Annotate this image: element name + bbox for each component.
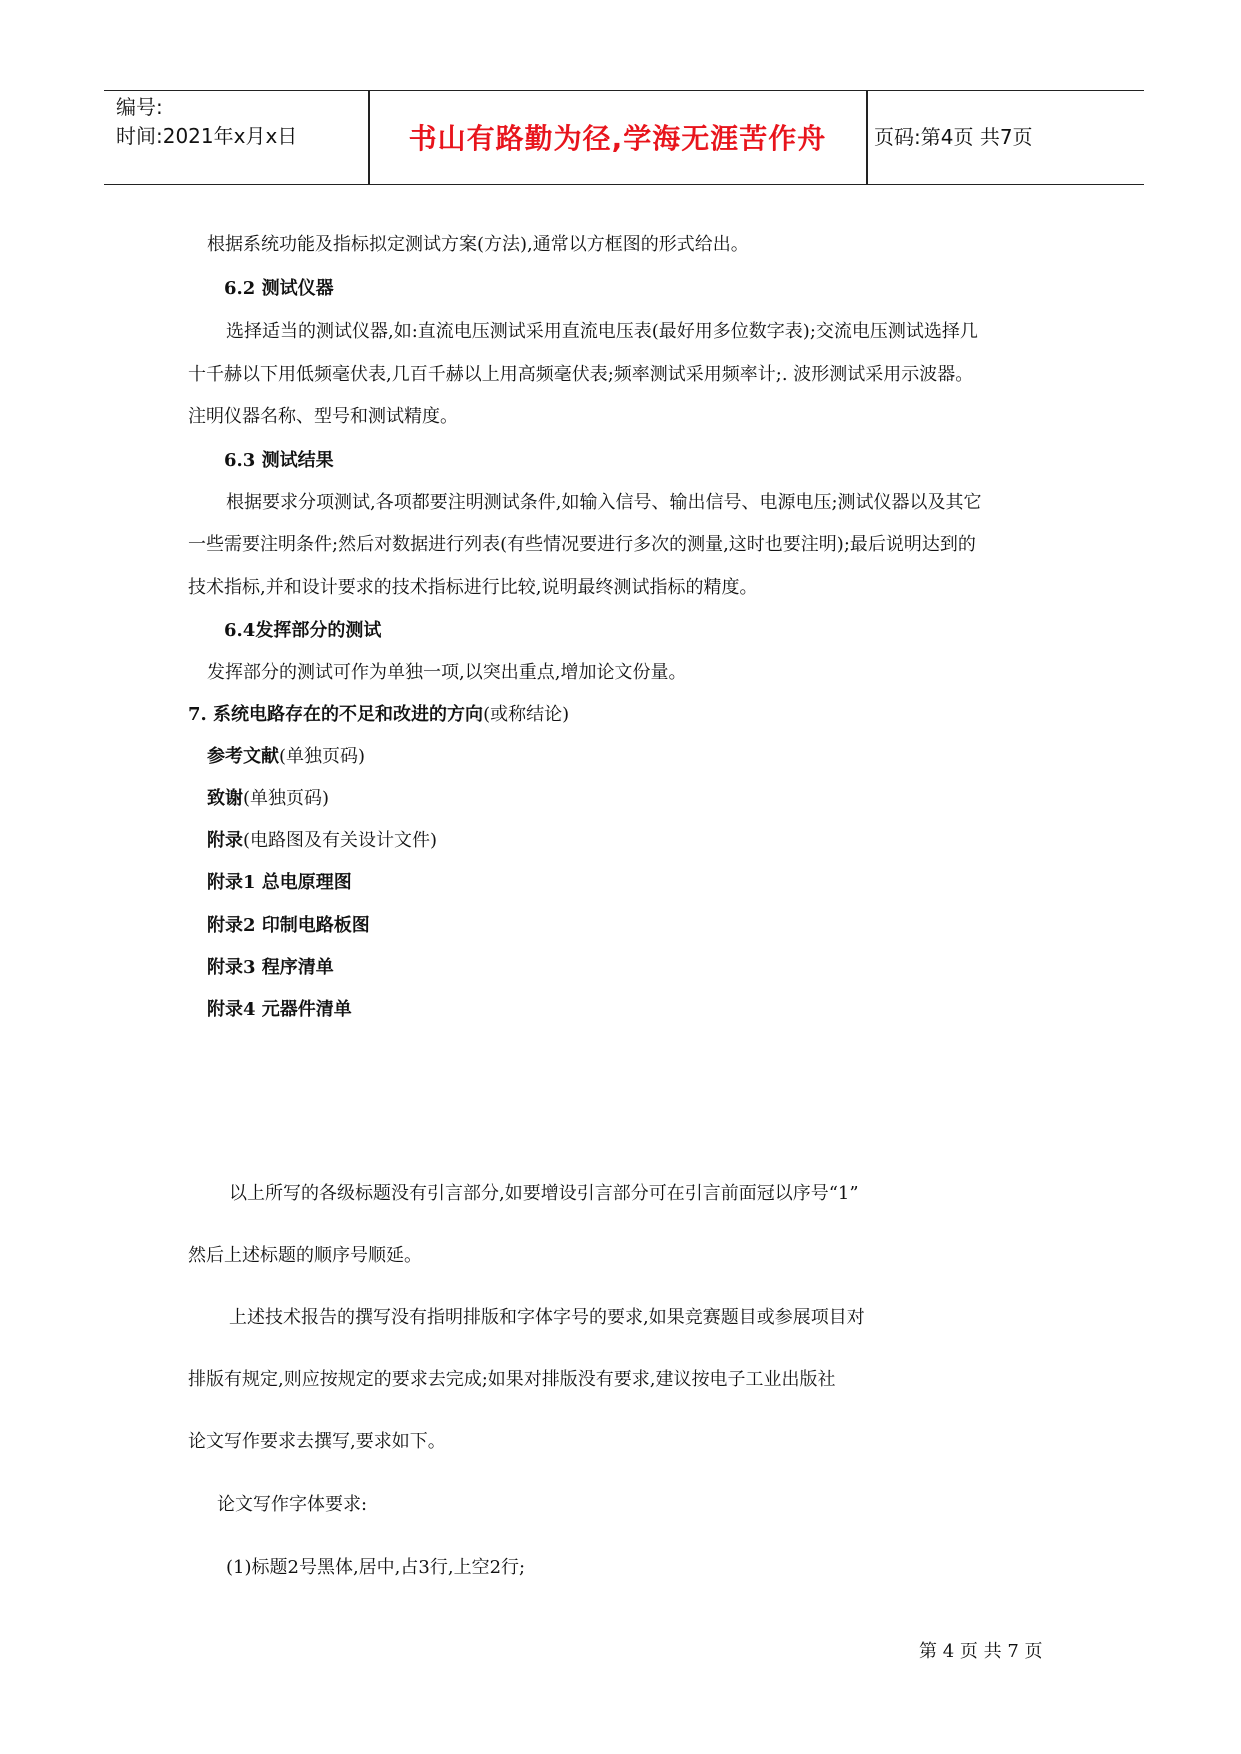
section-heading-6-4: 6.4发挥部分的测试: [224, 620, 382, 641]
header-motto: 书山有路勤为径,学海无涯苦作舟: [408, 122, 827, 155]
paragraph-line: 论文写作要求去撰写,要求如下。: [188, 1431, 446, 1452]
paragraph-line: 以上所写的各级标题没有引言部分,如要增设引言部分可在引言前面冠以序号“1”: [229, 1183, 859, 1204]
section-heading-6-3: 6.3 测试结果: [224, 450, 334, 471]
paragraph-line: 注明仪器名称、型号和测试精度。: [188, 406, 458, 427]
paragraph-line: 十千赫以下用低频毫伏表,几百千赫以上用高频毫伏表;频率测试采用频率计;. 波形测试采用示波器。: [188, 364, 974, 385]
section-heading-7: [188, 700, 569, 726]
page-header: [104, 90, 1144, 185]
appendix-heading: [207, 826, 437, 852]
appendix-item: 附录4 元器件清单: [207, 999, 352, 1020]
header-divider: [866, 91, 868, 184]
page-footer-number: 第 4 页 共 7 页: [919, 1641, 1043, 1662]
section-heading-6-2: 6.2 测试仪器: [224, 278, 334, 299]
doc-time-label: 时间:2021年x月x日: [116, 124, 298, 148]
appendix-item: 附录3 程序清单: [207, 957, 334, 978]
header-page-label: 页码:第4页 共7页: [874, 125, 1033, 149]
appendix-item: 附录1 总电原理图: [207, 872, 352, 893]
acknowledgements-heading: [207, 784, 329, 810]
heading-note-text: (或称结论): [483, 704, 570, 725]
header-meta: [116, 93, 297, 151]
references-heading: [207, 742, 365, 768]
paragraph-line: 论文写作字体要求:: [217, 1494, 368, 1515]
paragraph-line: (1)标题2号黑体,居中,占3行,上空2行;: [226, 1557, 526, 1578]
heading-bold-text: 致谢: [207, 788, 243, 809]
heading-bold-text: 7. 系统电路存在的不足和改进的方向: [188, 704, 484, 725]
paragraph-line: 然后上述标题的顺序号顺延。: [188, 1245, 422, 1266]
paragraph-line: 发挥部分的测试可作为单独一项,以突出重点,增加论文份量。: [207, 662, 687, 683]
paragraph-line: 选择适当的测试仪器,如:直流电压测试采用直流电压表(最好用多位数字表);交流电压测试选择几: [226, 321, 978, 342]
paragraph-line: 根据系统功能及指标拟定测试方案(方法),通常以方框图的形式给出。: [207, 234, 749, 255]
paragraph-line: 根据要求分项测试,各项都要注明测试条件,如输入信号、输出信号、电源电压;测试仪器以及其它: [226, 492, 982, 513]
paragraph-line: 一些需要注明条件;然后对数据进行列表(有些情况要进行多次的测量,这时也要注明);最后说明达到的: [188, 534, 976, 555]
appendix-item: 附录2 印制电路板图: [207, 915, 370, 936]
heading-bold-text: 参考文献: [207, 746, 279, 767]
paragraph-line: 技术指标,并和设计要求的技术指标进行比较,说明最终测试指标的精度。: [188, 577, 758, 598]
heading-note-text: (单独页码): [243, 788, 330, 809]
heading-bold-text: 附录: [207, 830, 243, 851]
paragraph-line: 上述技术报告的撰写没有指明排版和字体字号的要求,如果竞赛题目或参展项目对: [229, 1307, 865, 1328]
doc-number-label: 编号:: [116, 95, 163, 119]
paragraph-line: 排版有规定,则应按规定的要求去完成;如果对排版没有要求,建议按电子工业出版社: [188, 1369, 836, 1390]
heading-note-text: (单独页码): [279, 746, 366, 767]
heading-note-text: (电路图及有关设计文件): [243, 830, 438, 851]
